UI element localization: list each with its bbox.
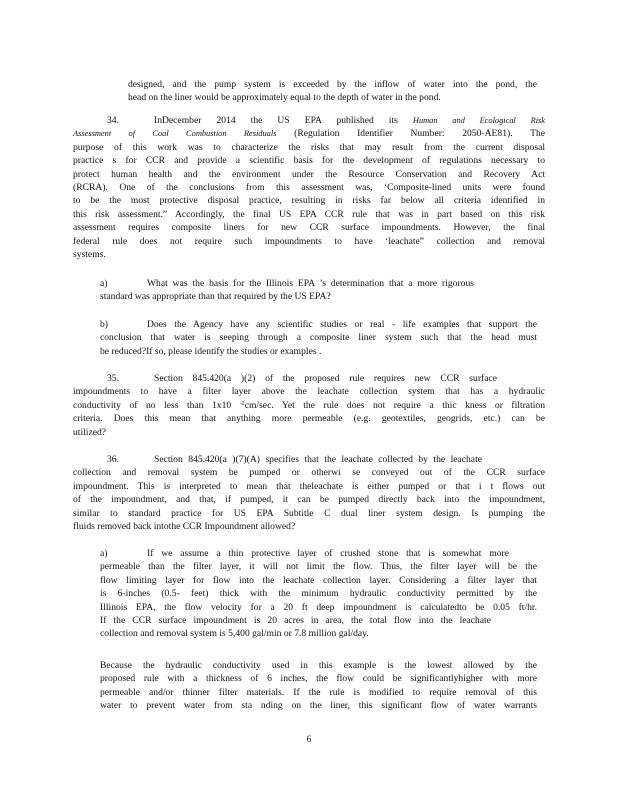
text-line: 35. Section 845.420(a )(2) of the proposed rule requires new CCR surface	[107, 373, 497, 384]
text-line: Illinois EPA, the flow velocity for a 20 ft deep impoundment is calculatedto be 0.05 ft/hr.	[100, 601, 537, 613]
text-line: Because the hydraulic conductivity used in this example is the lowest allowed by the	[100, 660, 537, 671]
paragraph-continuation	[128, 78, 537, 105]
text-line: water to prevent water from sta nding on the liner, this significant flow of water warrants	[100, 700, 537, 712]
text-line: flow limiting layer for flow into the leachate collection layer. Considering a filter layer that	[100, 574, 537, 586]
question-label: b)	[100, 319, 108, 330]
question-36a	[100, 547, 537, 641]
text-line: impoundments to have a filter layer above the leachate collection system that has a hydraulic	[73, 386, 545, 398]
text-line: collection and removal system is 5,400 gal/min or 7.8 million gal/day.	[100, 628, 369, 640]
text-line: to be the most protective disposal practice, resulting in risks far below all criteria identified in	[73, 195, 545, 207]
text-line: conductivity of no less than 1x10 $^{-2}$cm/sec. Yet the rule does not require a thic kness or filtration	[73, 399, 545, 411]
text-line: utilized?	[73, 426, 107, 438]
text-line: a) If we assume a thin protective layer of crushed stone that is somewhat more	[100, 548, 509, 559]
paragraph-36	[73, 453, 545, 533]
text-line: federal rule does not require such impoundments to have ‘leachate” collection and removal	[73, 235, 545, 247]
text-line: assessment requires composite liners for new CCR surface impoundments. However, the final	[73, 222, 545, 234]
paragraph-35	[73, 372, 545, 439]
text-line: criteria. Does this mean that anything more permeable (e.g. geotextiles, geogrids, etc.) can be	[73, 413, 545, 425]
paragraph-because	[100, 659, 537, 713]
text-line: be reduced?If so, please identify the studies or examples .	[100, 345, 322, 357]
text-line: Assessment of Coal Combustion Residuals (Regulation Identifier Number: 2050-AE81). The	[73, 128, 545, 140]
text-line: practice s for CCR and provide a scientific basis for the development of regulations necessary to	[73, 155, 545, 167]
text-line: permeable than the filter layer, it will not limit the flow. Thus, the filter layer will be the	[100, 561, 537, 573]
paragraph-number: 34.	[107, 115, 119, 126]
text-line: systems.	[73, 249, 106, 261]
text-line: protect human health and the environment under the Resource Conservation and Recovery Act	[73, 168, 545, 180]
text-line: If the CCR surface impoundment is 20 acres in area, the total flow into the leachate	[100, 615, 491, 627]
text-line: designed, and the pump system is exceeded by the inflow of water into the pond, the	[128, 79, 537, 90]
text-line: 34. InDecember 2014 the US EPA published its Human and Ecological Risk	[107, 115, 545, 126]
question-label: a)	[100, 278, 108, 289]
text-line: collection and removal system be pumped or otherwi se conveyed out of the CCR surface	[73, 467, 545, 479]
text-line: b) Does the Agency have any scientific studies or real - life examples that support the	[100, 319, 537, 330]
question-34a	[100, 277, 474, 304]
text-line: of the impoundment, and that, if pumped, it can be pumped directly back into the impoundment,	[73, 494, 545, 506]
text-line: conclusion that water is seeping through a composite liner system such that the head must	[100, 332, 537, 344]
text-line: (RCRA). One of the conclusions from this assessment was, ‘Composite-lined units were found	[73, 182, 545, 194]
text-line: proposed rule with a thickness of 6 inches, the flow could be significantlyhigher with more	[100, 673, 537, 685]
text-line: permeable and/or thinner filter materials. If the rule is modified to require removal of this	[100, 686, 537, 698]
report-title: Human and Ecological Risk	[412, 116, 545, 125]
paragraph-number: 36.	[107, 454, 119, 465]
text-line: fluids removed back intothe CCR Impoundment allowed?	[73, 521, 296, 533]
paragraph-number: 35.	[107, 373, 119, 384]
text-line: standard was appropriate than that required by the US EPA?	[100, 291, 331, 303]
text-line: similar to standard practice for US EPA Subtitle C dual liner system design. Is pumping the	[73, 507, 545, 519]
paragraph-34	[73, 114, 545, 261]
page-number: 6	[306, 734, 312, 745]
text-line: a) What was the basis for the Illinois EPA ’s determination that a more rigorous	[100, 278, 474, 289]
text-line: impoundment. This is interpreted to mean that theleachate is either pumped or that i t flows out	[73, 480, 545, 492]
question-label: a)	[100, 548, 108, 559]
text-line: 36. Section 845.420(a )(7)(A) specifies that the leachate collected by the leachate	[107, 454, 482, 465]
question-34b	[100, 318, 537, 358]
report-title: Assessment of Coal Combustion Residuals	[73, 129, 277, 139]
text-line: purpose of this work was to characterize the risks that may result from the current disposal	[73, 141, 545, 153]
text-line: is 6-inches (0.5- feet) thick with the minimum hydraulic conductivity permitted by the	[100, 588, 537, 600]
text-line: this risk assessment.” Accordingly, the final US EPA CCR rule that was in part based on this risk	[73, 208, 545, 220]
text-line: head on the liner would be approximately equal to the depth of water in the pond.	[128, 92, 441, 104]
